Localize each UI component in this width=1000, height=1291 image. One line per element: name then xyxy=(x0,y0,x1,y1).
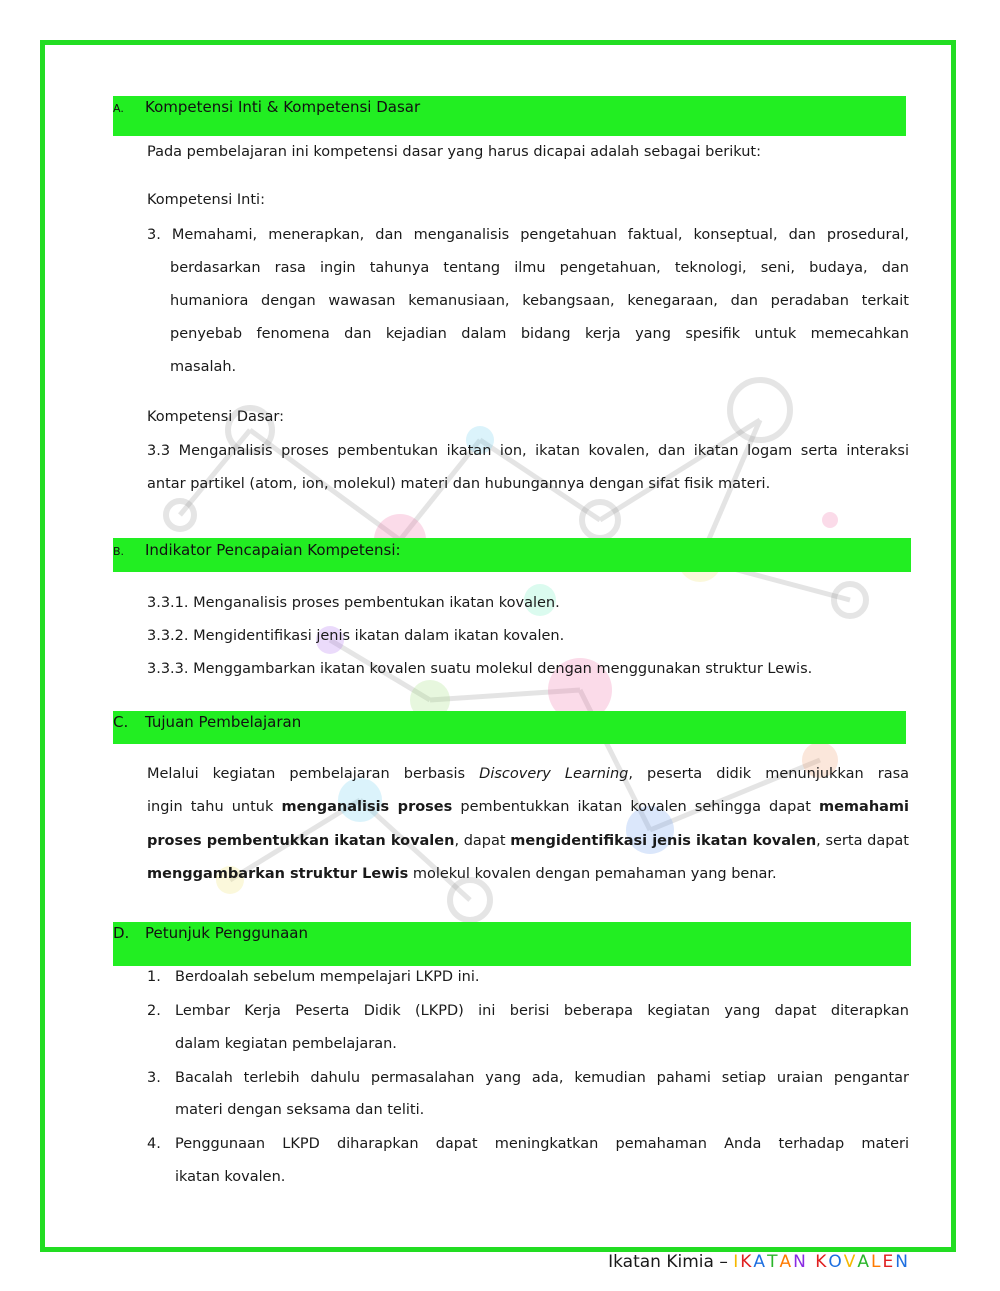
instruction-continuation: materi dengan seksama dan teliti. xyxy=(175,1102,425,1118)
kd-line: 3.3 Menganalisis proses pembentukan ikatan ion, ikatan kovalen, dan ikatan logam serta interaksi xyxy=(147,443,909,459)
section-a-intro: Pada pembelajaran ini kompetensi dasar yang harus dicapai adalah sebagai berikut: xyxy=(147,144,761,160)
section-a-title xyxy=(113,97,420,119)
instruction-number: 3. xyxy=(147,1070,161,1086)
section-c-letter: C. xyxy=(113,713,129,731)
footer-topic-letter xyxy=(808,1252,813,1272)
footer-topic-letter: A xyxy=(779,1252,792,1272)
ki-line: masalah. xyxy=(170,359,237,375)
indicator-item: 3.3.2. Mengidentifikasi jenis ikatan dalam ikatan kovalen. xyxy=(147,628,565,644)
instruction-item xyxy=(147,967,480,987)
objective-bold: memahami xyxy=(818,799,910,815)
objective-text: , dapat xyxy=(454,833,506,849)
instruction-continuation: ikatan kovalen. xyxy=(175,1169,286,1185)
instruction-text: Bacalah terlebih dahulu permasalahan yang ada, kemudian pahami setiap uraian pengantar xyxy=(175,1070,909,1086)
objective-text: molekul kovalen dengan pemahaman yang benar. xyxy=(412,866,777,882)
objective-text: Melalui kegiatan pembelajaran berbasis xyxy=(147,766,466,782)
ki-line: humaniora dengan wawasan kemanusiaan, kebangsaan, kenegaraan, dan peradaban terkait xyxy=(170,293,909,309)
kd-line: antar partikel (atom, ion, molekul) materi dan hubungannya dengan sifat fisik materi. xyxy=(147,476,771,492)
section-d-title xyxy=(113,923,308,943)
objective-bold: menganalisis proses xyxy=(281,799,453,815)
objective-text: , serta dapat xyxy=(816,833,909,849)
instruction-text: Lembar Kerja Peserta Didik (LKPD) ini berisi beberapa kegiatan yang dapat diterapkan xyxy=(175,1003,909,1019)
indicator-item: 3.3.3. Menggambarkan ikatan kovalen suatu molekul dengan menggunakan struktur Lewis. xyxy=(147,661,813,677)
instruction-number: 1. xyxy=(147,969,161,985)
footer-topic-letter: T xyxy=(767,1252,778,1272)
footer-topic-letter: I xyxy=(733,1252,739,1272)
objective-bold: menggambarkan struktur Lewis xyxy=(147,866,409,882)
section-a-title-text: Kompetensi Inti & Kompetensi Dasar xyxy=(145,98,421,116)
section-b-letter: B. xyxy=(113,545,125,558)
section-a-letter: A. xyxy=(113,102,124,115)
section-c-title xyxy=(113,712,301,732)
objective-line xyxy=(147,797,909,817)
objective-line xyxy=(147,864,777,884)
instruction-text: Berdoalah sebelum mempelajari LKPD ini. xyxy=(175,969,480,985)
ki-line: penyebab fenomena dan kejadian dalam bidang kerja yang spesifik untuk memecahkan xyxy=(170,326,909,342)
footer-topic-letter: N xyxy=(895,1252,908,1272)
instruction-item xyxy=(147,1001,909,1021)
objective-text: ingin tahu untuk xyxy=(147,799,274,815)
footer-title xyxy=(608,1252,910,1272)
section-c-title-text: Tujuan Pembelajaran xyxy=(145,713,302,731)
objective-model: Discovery Learning xyxy=(479,766,629,782)
ki-line: berdasarkan rasa ingin tahunya tentang ilmu pengetahuan, teknologi, seni, budaya, dan xyxy=(170,260,909,276)
footer-topic-letter: O xyxy=(828,1252,842,1272)
ki-line: 3. Memahami, menerapkan, dan menganalisis pengetahuan faktual, konseptual, dan prosedural, xyxy=(147,227,909,243)
footer-topic xyxy=(733,1252,910,1272)
instruction-number: 4. xyxy=(147,1136,161,1152)
section-b-title xyxy=(113,540,401,562)
instruction-continuation: dalam kegiatan pembelajaran. xyxy=(175,1036,397,1052)
section-b-title-text: Indikator Pencapaian Kompetensi: xyxy=(145,541,401,559)
objective-text: pembentukkan ikatan kovalen sehingga dapat xyxy=(460,799,811,815)
indicator-item: 3.3.1. Menganalisis proses pembentukan ikatan kovalen. xyxy=(147,595,560,611)
objective-line xyxy=(147,831,909,851)
footer-topic-letter: A xyxy=(857,1252,870,1272)
objective-text: , peserta didik menunjukkan rasa xyxy=(628,766,910,782)
section-d-title-text: Petunjuk Penggunaan xyxy=(145,924,308,942)
footer-prefix: Ikatan Kimia – xyxy=(608,1252,734,1272)
instruction-text: Penggunaan LKPD diharapkan dapat meningkatkan pemahaman Anda terhadap materi xyxy=(175,1136,909,1152)
footer-topic-letter: E xyxy=(882,1252,894,1272)
ki-heading: Kompetensi Inti: xyxy=(147,192,265,208)
instruction-item xyxy=(147,1068,909,1088)
section-d-letter: D. xyxy=(113,924,130,942)
footer-topic-letter: K xyxy=(815,1252,827,1272)
objective-bold: mengidentifikasi jenis ikatan kovalen xyxy=(510,833,817,849)
objective-bold: proses pembentukkan ikatan kovalen xyxy=(147,833,455,849)
instruction-item xyxy=(147,1134,909,1154)
footer-topic-letter: V xyxy=(843,1252,856,1272)
footer-topic-letter: N xyxy=(793,1252,806,1272)
footer-topic-letter: L xyxy=(871,1252,881,1272)
objective-line xyxy=(147,764,909,784)
footer-topic-letter: A xyxy=(753,1252,766,1272)
kd-heading: Kompetensi Dasar: xyxy=(147,409,284,425)
instruction-number: 2. xyxy=(147,1003,161,1019)
footer-topic-letter: K xyxy=(740,1252,752,1272)
